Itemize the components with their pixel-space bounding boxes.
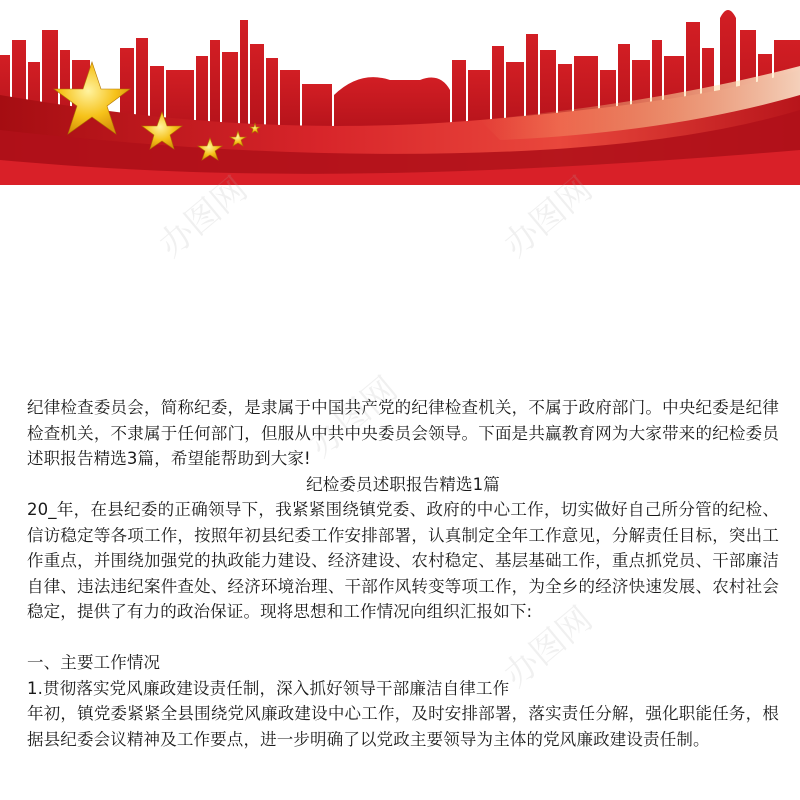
watermark: 办图网 (301, 369, 406, 466)
body-paragraph: 20_年，在县纪委的正确领导下，我紧紧围绕镇党委、政府的中心工作，切实做好自己所分管的纪检、信访稳定等各项工作，按照年初县纪委工作安排部署，认真制定全年工作意见，分解责任目标，突出工作重点，并围绕加强党的执政能力建设、经济建设、农村稳定、基层基础工作，重点抓党员、干部廉洁自律、违法违纪案件查处、经济环境治理、干部作风转变等项工作，为全乡的经济快速发展、农村社会稳定，提供了有力的政治保证。现将思想和工作情况向组织汇报如下: (27, 500, 779, 621)
paragraph-gap (27, 625, 779, 651)
subsection-heading: 1.贯彻落实党风廉政建设责任制，深入抓好领导干部廉洁自律工作 (27, 678, 510, 698)
watermark: 办图网 (496, 599, 601, 696)
section-title: 纪检委员述职报告精选1篇 (306, 474, 500, 494)
body-paragraph: 年初，镇党委紧紧全县围绕党风廉政建设中心工作，及时安排部署，落实责任分解，强化职能任务，根据县纪委会议精神及工作要点，进一步明确了以党政主要领导为主体的党风廉政建设责任制。 (27, 704, 779, 749)
watermark: 办图网 (151, 169, 256, 266)
document-body (27, 395, 779, 752)
section-heading: 一、主要工作情况 (27, 653, 161, 672)
watermark: 办图网 (496, 169, 601, 266)
banner-image (0, 0, 800, 185)
intro-paragraph: 纪律检查委员会，简称纪委，是隶属于中国共产党的纪律检查机关，不属于政府部门。中央纪委是纪律检查机关，不隶属于任何部门，但服从中共中央委员会领导。下面是共赢教育网为大家带来的纪检委员述职报告精选3篇，希望能帮助到大家! (27, 398, 779, 468)
